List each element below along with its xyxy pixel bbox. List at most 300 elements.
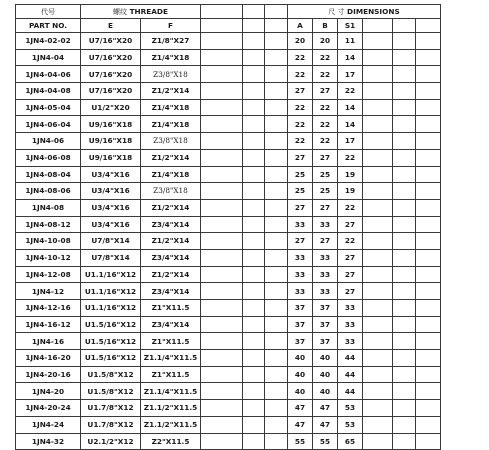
blank-cell <box>393 216 416 233</box>
dim-b-cell: 22 <box>313 49 338 66</box>
blank-cell <box>363 433 393 450</box>
blank-cell <box>201 383 243 400</box>
blank-cell <box>363 283 393 300</box>
thread-f-cell: Z1.1/2"X11.5 <box>141 416 201 433</box>
dim-b-cell: 40 <box>313 383 338 400</box>
thread-f-cell: Z1/4"X18 <box>141 99 201 116</box>
blank-cell <box>416 350 441 367</box>
part-no-cell: 1JN4-06-08 <box>16 149 81 166</box>
blank-cell <box>243 233 265 250</box>
thread-e-cell: U3/4"X16 <box>81 183 141 200</box>
blank-cell <box>243 49 265 66</box>
thread-f-cell: Z1"X11.5 <box>141 366 201 383</box>
blank-cell <box>363 99 393 116</box>
table-row <box>16 49 441 66</box>
thread-e-cell: U9/16"X18 <box>81 149 141 166</box>
header-row-bottom <box>16 19 441 33</box>
dim-a-cell: 22 <box>288 99 313 116</box>
dim-a-cell: 47 <box>288 416 313 433</box>
dim-s1-cell: 65 <box>338 433 363 450</box>
blank-cell <box>393 316 416 333</box>
table-row <box>16 33 441 50</box>
blank-header-cell <box>201 5 243 19</box>
thread-f-cell: Z3/4"X14 <box>141 316 201 333</box>
blank-cell <box>363 133 393 150</box>
dim-s1-cell: 33 <box>338 300 363 317</box>
blank-cell <box>265 66 288 83</box>
blank-cell <box>416 199 441 216</box>
table-row <box>16 433 441 450</box>
blank-cell <box>393 49 416 66</box>
blank-header-cell <box>265 5 288 19</box>
table-row <box>16 283 441 300</box>
blank-cell <box>393 366 416 383</box>
dim-a-cell: 55 <box>288 433 313 450</box>
blank-cell <box>416 300 441 317</box>
thread-e-cell: U1.7/8"X12 <box>81 400 141 417</box>
blank-cell <box>201 400 243 417</box>
blank-header-cell <box>265 19 288 33</box>
blank-cell <box>243 316 265 333</box>
blank-cell <box>201 199 243 216</box>
blank-header-cell <box>416 19 441 33</box>
thread-f-cell: Z1/2"X14 <box>141 149 201 166</box>
blank-cell <box>416 49 441 66</box>
blank-cell <box>243 183 265 200</box>
part-no-cell: 1JN4-08 <box>16 199 81 216</box>
blank-cell <box>363 350 393 367</box>
blank-cell <box>265 300 288 317</box>
blank-cell <box>265 433 288 450</box>
blank-cell <box>201 366 243 383</box>
thread-f-cell: Z1/2"X14 <box>141 266 201 283</box>
blank-cell <box>416 366 441 383</box>
blank-cell <box>416 83 441 100</box>
dim-a-cell: 40 <box>288 350 313 367</box>
thread-e-cell: U7/16"X20 <box>81 83 141 100</box>
blank-cell <box>265 49 288 66</box>
dim-a-cell: 27 <box>288 233 313 250</box>
blank-cell <box>393 99 416 116</box>
table-row <box>16 233 441 250</box>
thread-f-cell: Z1/2"X14 <box>141 83 201 100</box>
dim-a-cell: 27 <box>288 149 313 166</box>
part-no-cell: 1JN4-04 <box>16 49 81 66</box>
blank-cell <box>416 183 441 200</box>
blank-cell <box>201 99 243 116</box>
part-no-cell: 1JN4-16-20 <box>16 350 81 367</box>
blank-cell <box>363 333 393 350</box>
dim-b-cell: 22 <box>313 116 338 133</box>
dim-s1-cell: 27 <box>338 266 363 283</box>
header-row-top <box>16 5 441 19</box>
blank-cell <box>201 216 243 233</box>
blank-cell <box>243 300 265 317</box>
col-e-header: E <box>81 19 141 33</box>
blank-cell <box>243 366 265 383</box>
dim-b-cell: 47 <box>313 416 338 433</box>
dim-b-cell: 25 <box>313 166 338 183</box>
blank-cell <box>393 383 416 400</box>
blank-cell <box>416 166 441 183</box>
dim-s1-cell: 14 <box>338 49 363 66</box>
dim-a-cell: 33 <box>288 216 313 233</box>
blank-cell <box>265 33 288 50</box>
blank-cell <box>243 66 265 83</box>
dim-b-cell: 22 <box>313 99 338 116</box>
blank-cell <box>416 133 441 150</box>
blank-cell <box>265 116 288 133</box>
thread-e-cell: U1.5/8"X12 <box>81 383 141 400</box>
table-row <box>16 266 441 283</box>
blank-cell <box>265 216 288 233</box>
part-no-cell: 1JN4-20-24 <box>16 400 81 417</box>
blank-cell <box>201 166 243 183</box>
blank-cell <box>363 166 393 183</box>
part-no-cell: 1JN4-02-02 <box>16 33 81 50</box>
blank-cell <box>201 66 243 83</box>
dim-a-cell: 47 <box>288 400 313 417</box>
table-row <box>16 116 441 133</box>
dim-s1-cell: 33 <box>338 333 363 350</box>
blank-cell <box>363 300 393 317</box>
thread-header: 螺纹 THREADE <box>81 5 201 19</box>
blank-cell <box>201 149 243 166</box>
blank-cell <box>416 116 441 133</box>
blank-cell <box>363 199 393 216</box>
thread-e-cell: U3/4"X16 <box>81 166 141 183</box>
thread-f-cell: Z3/4"X14 <box>141 283 201 300</box>
part-no-cell: 1JN4-10-12 <box>16 249 81 266</box>
dim-b-cell: 40 <box>313 366 338 383</box>
dim-b-cell: 33 <box>313 266 338 283</box>
blank-cell <box>201 433 243 450</box>
blank-cell <box>201 33 243 50</box>
table-row <box>16 333 441 350</box>
dim-a-cell: 33 <box>288 249 313 266</box>
part-no-cell: 1JN4-08-12 <box>16 216 81 233</box>
blank-cell <box>416 416 441 433</box>
table-row <box>16 316 441 333</box>
dimensions-table <box>15 4 441 450</box>
col-a-header: A <box>288 19 313 33</box>
dim-a-cell: 25 <box>288 166 313 183</box>
dim-a-cell: 22 <box>288 66 313 83</box>
blank-cell <box>243 116 265 133</box>
blank-cell <box>201 49 243 66</box>
part-no-cell: 1JN4-16 <box>16 333 81 350</box>
blank-cell <box>393 233 416 250</box>
thread-f-cell: Z1.1/4"X11.5 <box>141 383 201 400</box>
dim-a-cell: 27 <box>288 83 313 100</box>
dim-a-cell: 37 <box>288 333 313 350</box>
thread-e-cell: U7/8"X14 <box>81 249 141 266</box>
col-s1-header: S1 <box>338 19 363 33</box>
thread-f-cell: Z1.1/4"X11.5 <box>141 350 201 367</box>
table-row <box>16 199 441 216</box>
blank-cell <box>243 166 265 183</box>
dim-b-cell: 27 <box>313 149 338 166</box>
blank-cell <box>265 233 288 250</box>
dim-s1-cell: 27 <box>338 249 363 266</box>
code-cn-header: 代号 <box>16 5 81 19</box>
table-row <box>16 216 441 233</box>
thread-e-cell: U2.1/2"X12 <box>81 433 141 450</box>
dim-s1-cell: 53 <box>338 416 363 433</box>
part-no-cell: 1JN4-12 <box>16 283 81 300</box>
dim-a-cell: 37 <box>288 300 313 317</box>
thread-e-cell: U1.1/16"X12 <box>81 266 141 283</box>
dim-s1-cell: 33 <box>338 316 363 333</box>
blank-cell <box>393 266 416 283</box>
blank-header-cell <box>243 5 265 19</box>
col-f-header: F <box>141 19 201 33</box>
part-no-cell: 1JN4-12-16 <box>16 300 81 317</box>
part-no-cell: 1JN4-04-06 <box>16 66 81 83</box>
blank-cell <box>265 266 288 283</box>
blank-cell <box>265 366 288 383</box>
part-no-cell: 1JN4-08-06 <box>16 183 81 200</box>
thread-e-cell: U1.7/8"X12 <box>81 416 141 433</box>
dim-b-cell: 40 <box>313 350 338 367</box>
dim-a-cell: 40 <box>288 383 313 400</box>
dim-s1-cell: 19 <box>338 183 363 200</box>
blank-cell <box>265 283 288 300</box>
dim-s1-cell: 14 <box>338 116 363 133</box>
blank-cell <box>201 416 243 433</box>
dim-b-cell: 55 <box>313 433 338 450</box>
table-row <box>16 249 441 266</box>
blank-cell <box>265 416 288 433</box>
blank-cell <box>201 133 243 150</box>
blank-cell <box>363 66 393 83</box>
table-row <box>16 300 441 317</box>
table-row <box>16 350 441 367</box>
blank-cell <box>265 199 288 216</box>
thread-f-cell: Z3/8"X18 <box>141 66 201 83</box>
dim-b-cell: 20 <box>313 33 338 50</box>
dim-a-cell: 27 <box>288 199 313 216</box>
blank-cell <box>243 99 265 116</box>
dim-b-cell: 22 <box>313 66 338 83</box>
blank-cell <box>201 350 243 367</box>
blank-cell <box>265 99 288 116</box>
blank-cell <box>416 149 441 166</box>
blank-cell <box>265 149 288 166</box>
dim-s1-cell: 44 <box>338 383 363 400</box>
blank-cell <box>363 249 393 266</box>
dim-a-cell: 22 <box>288 116 313 133</box>
thread-e-cell: U7/8"X14 <box>81 233 141 250</box>
blank-cell <box>243 333 265 350</box>
blank-cell <box>201 183 243 200</box>
blank-cell <box>265 166 288 183</box>
dim-a-cell: 25 <box>288 183 313 200</box>
thread-e-cell: U1/2"X20 <box>81 99 141 116</box>
dim-s1-cell: 22 <box>338 149 363 166</box>
blank-cell <box>363 83 393 100</box>
dim-a-cell: 37 <box>288 316 313 333</box>
thread-f-cell: Z1/2"X14 <box>141 233 201 250</box>
dim-b-cell: 37 <box>313 333 338 350</box>
blank-cell <box>363 316 393 333</box>
blank-cell <box>363 183 393 200</box>
blank-header-cell <box>201 19 243 33</box>
part-no-cell: 1JN4-20-16 <box>16 366 81 383</box>
thread-e-cell: U1.5/16"X12 <box>81 333 141 350</box>
blank-cell <box>363 116 393 133</box>
dim-s1-cell: 11 <box>338 33 363 50</box>
dim-s1-cell: 27 <box>338 216 363 233</box>
thread-e-cell: U1.5/16"X12 <box>81 316 141 333</box>
dim-s1-cell: 22 <box>338 83 363 100</box>
blank-cell <box>416 249 441 266</box>
blank-cell <box>243 433 265 450</box>
blank-cell <box>393 166 416 183</box>
blank-cell <box>265 316 288 333</box>
dim-a-cell: 22 <box>288 133 313 150</box>
dim-s1-cell: 17 <box>338 133 363 150</box>
dim-b-cell: 37 <box>313 316 338 333</box>
thread-e-cell: U3/4"X16 <box>81 199 141 216</box>
blank-cell <box>393 66 416 83</box>
blank-cell <box>265 350 288 367</box>
blank-cell <box>201 300 243 317</box>
thread-f-cell: Z1/8"X27 <box>141 33 201 50</box>
dim-s1-cell: 44 <box>338 366 363 383</box>
blank-cell <box>265 183 288 200</box>
thread-f-cell: Z1/4"X18 <box>141 49 201 66</box>
blank-cell <box>363 233 393 250</box>
dim-b-cell: 27 <box>313 199 338 216</box>
blank-cell <box>201 283 243 300</box>
blank-cell <box>201 116 243 133</box>
thread-e-cell: U9/16"X18 <box>81 116 141 133</box>
dim-s1-cell: 19 <box>338 166 363 183</box>
blank-header-cell <box>393 19 416 33</box>
blank-cell <box>363 416 393 433</box>
thread-f-cell: Z1"X11.5 <box>141 300 201 317</box>
thread-f-cell: Z3/4"X14 <box>141 216 201 233</box>
thread-e-cell: U1.5/8"X12 <box>81 366 141 383</box>
blank-cell <box>393 300 416 317</box>
blank-cell <box>393 183 416 200</box>
thread-f-cell: Z1/4"X18 <box>141 166 201 183</box>
blank-cell <box>416 316 441 333</box>
blank-cell <box>416 400 441 417</box>
part-no-cell: 1JN4-08-04 <box>16 166 81 183</box>
part-no-header: PART NO. <box>16 19 81 33</box>
blank-cell <box>363 33 393 50</box>
blank-cell <box>363 366 393 383</box>
table-row <box>16 416 441 433</box>
blank-cell <box>393 133 416 150</box>
blank-cell <box>243 266 265 283</box>
table-row <box>16 133 441 150</box>
dim-b-cell: 37 <box>313 300 338 317</box>
blank-cell <box>363 400 393 417</box>
blank-cell <box>393 249 416 266</box>
blank-cell <box>201 233 243 250</box>
part-no-cell: 1JN4-10-08 <box>16 233 81 250</box>
blank-cell <box>363 216 393 233</box>
blank-cell <box>243 149 265 166</box>
table-row <box>16 149 441 166</box>
table-row <box>16 183 441 200</box>
blank-cell <box>265 83 288 100</box>
blank-cell <box>416 433 441 450</box>
table-row <box>16 99 441 116</box>
blank-cell <box>201 249 243 266</box>
blank-cell <box>201 266 243 283</box>
part-no-cell: 1JN4-05-04 <box>16 99 81 116</box>
blank-cell <box>363 383 393 400</box>
blank-cell <box>363 149 393 166</box>
part-no-cell: 1JN4-16-12 <box>16 316 81 333</box>
blank-cell <box>393 400 416 417</box>
blank-cell <box>243 33 265 50</box>
blank-cell <box>393 149 416 166</box>
blank-cell <box>243 400 265 417</box>
blank-header-cell <box>243 19 265 33</box>
thread-f-cell: Z2"X11.5 <box>141 433 201 450</box>
dim-a-cell: 20 <box>288 33 313 50</box>
thread-f-cell: Z3/8"X18 <box>141 133 201 150</box>
thread-f-cell: Z1/2"X14 <box>141 199 201 216</box>
blank-cell <box>363 49 393 66</box>
blank-cell <box>416 333 441 350</box>
blank-cell <box>416 33 441 50</box>
thread-e-cell: U9/16"X18 <box>81 133 141 150</box>
dim-s1-cell: 17 <box>338 66 363 83</box>
thread-f-cell: Z3/4"X14 <box>141 249 201 266</box>
dim-b-cell: 33 <box>313 216 338 233</box>
part-no-cell: 1JN4-24 <box>16 416 81 433</box>
dimensions-header: 尺 寸 DIMENSIONS <box>288 5 441 19</box>
blank-cell <box>416 266 441 283</box>
table-row <box>16 83 441 100</box>
blank-cell <box>393 333 416 350</box>
dim-a-cell: 22 <box>288 49 313 66</box>
dim-s1-cell: 14 <box>338 99 363 116</box>
thread-e-cell: U3/4"X16 <box>81 216 141 233</box>
part-no-cell: 1JN4-04-08 <box>16 83 81 100</box>
dim-b-cell: 47 <box>313 400 338 417</box>
blank-cell <box>363 266 393 283</box>
blank-cell <box>265 249 288 266</box>
blank-cell <box>393 199 416 216</box>
dim-a-cell: 33 <box>288 266 313 283</box>
thread-f-cell: Z1.1/2"X11.5 <box>141 400 201 417</box>
blank-cell <box>243 133 265 150</box>
blank-cell <box>416 383 441 400</box>
blank-cell <box>393 416 416 433</box>
blank-cell <box>265 383 288 400</box>
thread-e-cell: U7/16"X20 <box>81 66 141 83</box>
blank-cell <box>416 66 441 83</box>
blank-cell <box>243 350 265 367</box>
blank-cell <box>243 199 265 216</box>
dim-s1-cell: 22 <box>338 233 363 250</box>
blank-cell <box>393 116 416 133</box>
dim-s1-cell: 53 <box>338 400 363 417</box>
blank-cell <box>201 333 243 350</box>
blank-cell <box>393 33 416 50</box>
blank-cell <box>416 233 441 250</box>
blank-cell <box>201 316 243 333</box>
blank-cell <box>393 350 416 367</box>
thread-e-cell: U1.5/16"X12 <box>81 350 141 367</box>
